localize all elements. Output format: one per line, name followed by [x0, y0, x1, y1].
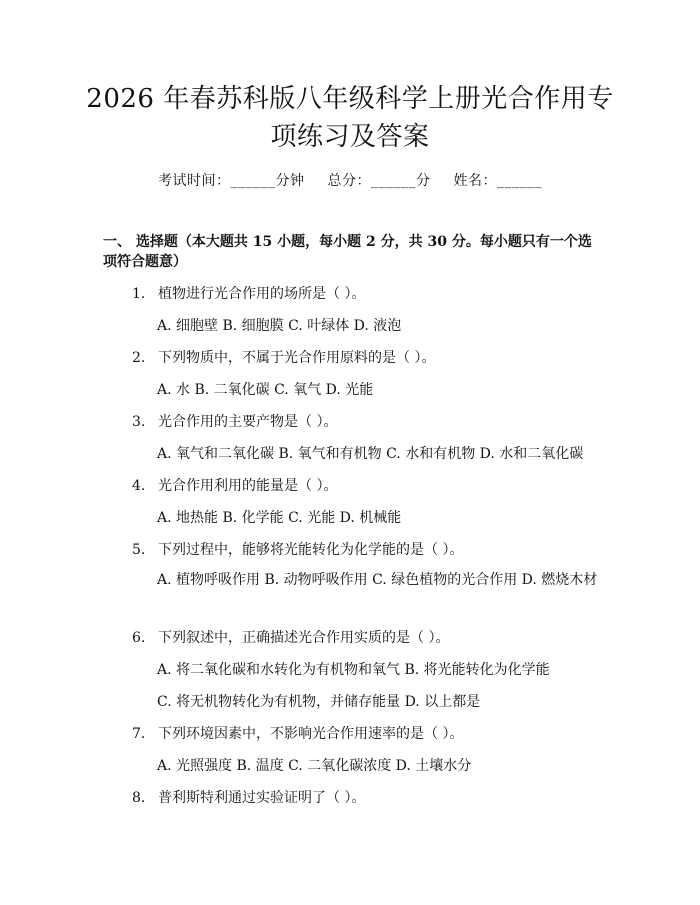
exam-meta [0, 170, 700, 190]
question-text: 普利斯特利通过实验证明了（ ）。 [158, 790, 366, 806]
question-text: 光合作用利用的能量是（ ）。 [158, 478, 338, 494]
question-3 [132, 411, 337, 431]
question-6 [132, 627, 449, 647]
question-number: 1. [132, 286, 146, 302]
question-8 [132, 787, 365, 807]
question-4 [132, 475, 337, 495]
question-number: 5. [132, 542, 146, 558]
question-text: 下列叙述中，正确描述光合作用实质的是（ ）。 [158, 630, 450, 646]
question-2 [132, 347, 435, 367]
question-number: 6. [132, 630, 146, 646]
question-text: 下列过程中，能够将光能转化为化学能的是（ ）。 [158, 542, 464, 558]
question-7-options: A. 光照强度 B. 温度 C. 二氧化碳浓度 D. 土壤水分 [157, 758, 472, 774]
question-text: 植物进行光合作用的场所是（ ）。 [158, 286, 366, 302]
section-heading: 一、 选择题（本大题共 15 小题，每小题 2 分，共 30 分。每小题只有一个选项符合题意） [103, 234, 592, 270]
question-6-options-line-2: C. 将无机物转化为有机物，并储存能量 D. 以上都是 [157, 694, 481, 710]
question-7 [132, 723, 463, 743]
document-title [60, 80, 640, 156]
question-5 [132, 539, 463, 559]
question-number: 4. [132, 478, 146, 494]
question-2-options: A. 水 B. 二氧化碳 C. 氧气 D. 光能 [157, 382, 374, 398]
title-line-1: 2026 年春苏科版八年级科学上册光合作用专 [86, 84, 614, 114]
question-1-options: A. 细胞壁 B. 细胞膜 C. 叶绿体 D. 液泡 [157, 318, 402, 334]
exam-score: 总分：______分 [327, 173, 431, 189]
exam-name: 姓名：______ [453, 173, 542, 189]
question-1 [132, 283, 365, 303]
question-text: 下列物质中，不属于光合作用原料的是（ ）。 [158, 350, 436, 366]
question-5-options: A. 植物呼吸作用 B. 动物呼吸作用 C. 绿色植物的光合作用 D. 燃烧木材 [157, 572, 598, 588]
question-text: 光合作用的主要产物是（ ）。 [158, 414, 338, 430]
question-number: 8. [132, 790, 146, 806]
question-4-options: A. 地热能 B. 化学能 C. 光能 D. 机械能 [157, 510, 402, 526]
title-line-2: 项练习及答案 [270, 122, 430, 152]
exam-time: 考试时间：______分钟 [158, 173, 305, 189]
question-6-options-line-1: A. 将二氧化碳和水转化为有机物和氧气 B. 将光能转化为化学能 [157, 662, 550, 678]
question-number: 3. [132, 414, 146, 430]
question-text: 下列环境因素中，不影响光合作用速率的是（ ）。 [158, 726, 464, 742]
question-number: 7. [132, 726, 146, 742]
question-3-options: A. 氧气和二氧化碳 B. 氧气和有机物 C. 水和有机物 D. 水和二氧化碳 [157, 446, 584, 462]
question-number: 2. [132, 350, 146, 366]
